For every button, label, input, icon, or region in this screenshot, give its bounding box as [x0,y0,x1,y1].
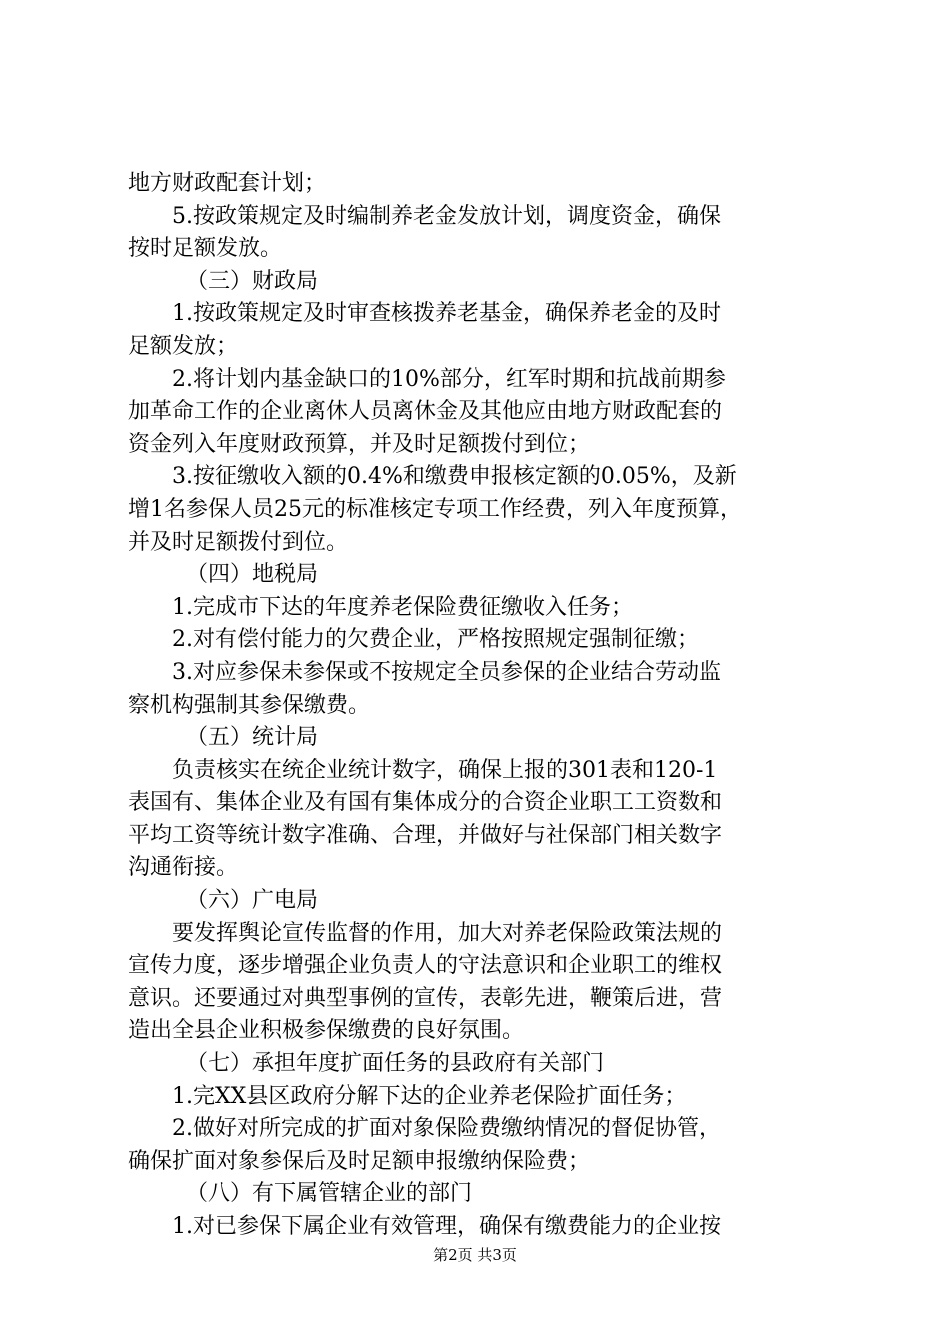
text-line: 宣传力度，逐步增强企业负责人的守法意识和企业职工的维权 [128,953,723,979]
text-line: 2.对有偿付能力的欠费企业，严格按照规定强制征缴； [172,627,699,653]
text-line: （八）有下属管辖企业的部门 [186,1181,473,1207]
text-line: 负责核实在统企业统计数字，确保上报的301表和120-1 [172,757,718,783]
text-line: 增1名参保人员25元的标准核定专项工作经费，列入年度预算， [128,496,742,522]
text-line: 1.对已参保下属企业有效管理，确保有缴费能力的企业按 [172,1214,721,1239]
text-line: 察机构强制其参保缴费。 [128,692,371,718]
text-line: 平均工资等统计数字准确、合理，并做好与社保部门相关数字 [128,822,723,848]
text-line: 表国有、集体企业及有国有集体成分的合资企业职工工资数和 [128,790,723,816]
text-line: 要发挥舆论宣传监督的作用，加大对养老保险政策法规的 [172,920,723,946]
text-line: 足额发放； [128,333,239,359]
text-line: 地方财政配套计划； [128,171,327,196]
text-line: 2.做好对所完成的扩面对象保险费缴纳情况的督促协管， [172,1116,721,1142]
document-body [128,168,848,1244]
text-line: 加革命工作的企业离休人员离休金及其他应由地方财政配套的 [128,399,723,425]
text-line: 确保扩面对象参保后及时足额申报缴纳保险费； [128,1148,591,1174]
text-line: 1.按政策规定及时审查核拨养老基金，确保养老金的及时 [172,301,721,327]
text-line: 3.对应参保未参保或不按规定全员参保的企业结合劳动监 [172,659,721,685]
text-line: （六）广电局 [186,888,319,914]
text-line: 2.将计划内基金缺口的10%部分，红军时期和抗战前期参 [172,366,726,392]
text-line: （七）承担年度扩面任务的县政府有关部门 [186,1051,605,1077]
text-line: 1.完成市下达的年度养老保险费征缴收入任务； [172,594,633,620]
text-line: 3.按征缴收入额的0.4%和缴费申报核定额的0.05%，及新 [172,464,737,490]
text-line: （四）地税局 [186,562,319,588]
text-line: 按时足额发放。 [128,236,283,262]
text-line: 1.完XX县区政府分解下达的企业养老保险扩面任务； [172,1083,687,1109]
text-line: 5.按政策规定及时编制养老金发放计划，调度资金，确保 [172,203,721,229]
text-line: 资金列入年度财政预算，并及时足额拨付到位； [128,431,591,457]
text-line: 意识。还要通过对典型事例的宣传，表彰先进，鞭策后进，营 [128,985,723,1011]
text-line: （三）财政局 [186,268,319,294]
text-line: （五）统计局 [186,725,319,751]
text-line: 并及时足额拨付到位。 [128,529,349,555]
text-line: 造出全县企业积极参保缴费的良好氛围。 [128,1018,525,1044]
page-footer: 第2页 共3页 [433,1246,517,1264]
text-line: 沟通衔接。 [128,855,239,881]
